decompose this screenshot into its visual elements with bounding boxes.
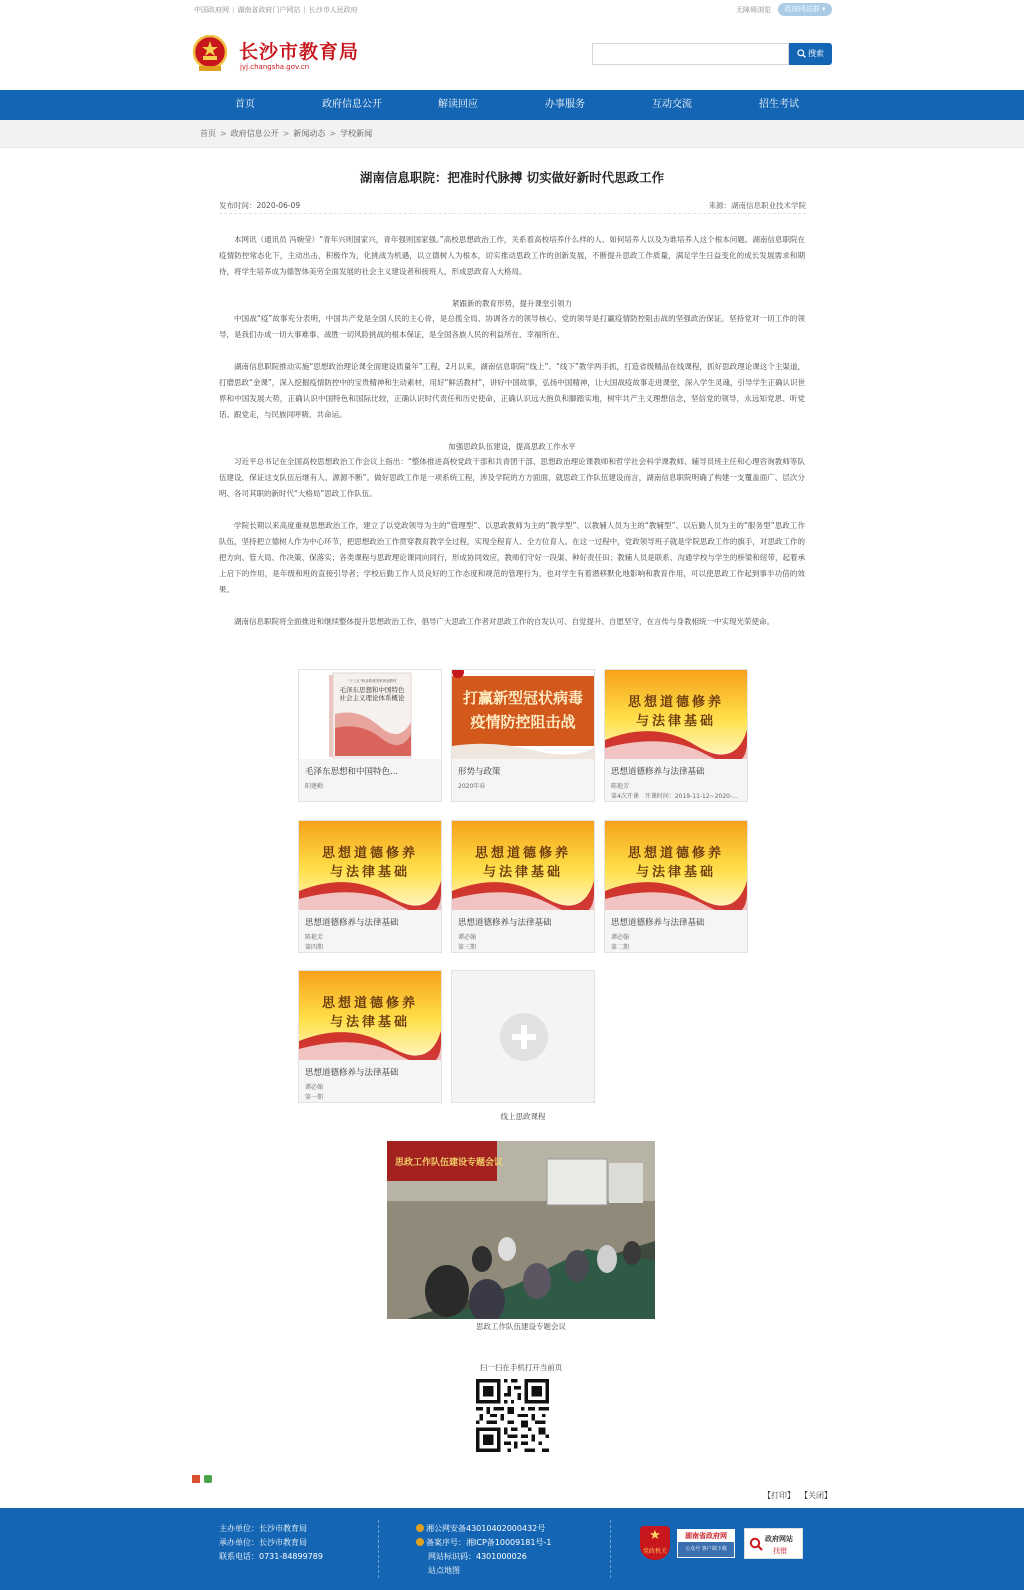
footer-info [219, 1522, 323, 1564]
course-thumbnail [605, 670, 747, 759]
police-badge-icon [416, 1524, 424, 1532]
close-link[interactable]: 【关闭】 [800, 1491, 832, 1500]
search-button[interactable] [789, 43, 832, 65]
link-changsha-gov[interactable]: 长沙市人民政府 [308, 6, 358, 14]
meeting-photo [387, 1141, 655, 1319]
share-wechat-icon[interactable] [204, 1475, 212, 1483]
footer-icp[interactable]: 备案序号：湘ICP备10009181号-1 [426, 1538, 552, 1547]
report-error-badge[interactable] [744, 1528, 803, 1559]
course-card[interactable] [604, 669, 748, 802]
course-title: 毛泽东思想和中国特色... [305, 767, 399, 777]
footer-registration [416, 1522, 551, 1578]
book-top-line: “十三五”职业教育国家规划教材 [347, 679, 397, 683]
report-error-sub: 找错 [773, 1547, 787, 1555]
crumb-home[interactable]: 首页 [200, 129, 216, 138]
cover-line-1: 思想道德修养 [627, 846, 725, 861]
course-teacher: 阳建勤 [305, 783, 324, 790]
site-domain: jyj.changsha.gov.cn [240, 63, 310, 71]
course-term: 2020年春 [458, 783, 486, 790]
qr-code-icon [476, 1379, 549, 1452]
footer-site-id: 网站标识码：4301000026 [428, 1552, 527, 1561]
course-teacher: 谭必翰 [458, 934, 477, 941]
photo-banner-text: 思政工作队伍建设专题会议 [395, 1158, 504, 1168]
party-gov-badge[interactable]: ★ 党政机关 [640, 1526, 670, 1560]
course-title: 思想道德修养与法律基础 [611, 767, 705, 777]
cover-line-2: 与法律基础 [635, 865, 717, 880]
article-title: 湖南信息职院：把准时代脉搏 切实做好新时代思政工作 [359, 170, 665, 185]
banner-line-2: 疫情防控阻击战 [470, 713, 576, 731]
banner-line-1: 打赢新型冠状病毒 [462, 689, 584, 707]
cover-line-1: 思想道德修养 [321, 996, 419, 1011]
share-weibo-icon[interactable] [192, 1475, 200, 1483]
search-input[interactable] [592, 43, 789, 65]
accessibility-link[interactable]: 无障碍浏览 [736, 6, 771, 14]
course-thumbnail [452, 670, 594, 759]
add-course-card[interactable] [451, 970, 595, 1103]
national-emblem-icon [192, 35, 228, 73]
course-title: 思想道德修养与法律基础 [458, 918, 552, 928]
course-teacher: 陈艳芳 [305, 934, 324, 941]
publish-date: 发布时间：2020-06-09 [219, 201, 301, 210]
site-name[interactable]: 长沙市教育局 [239, 41, 360, 63]
nav-interpretation[interactable]: 解读回应 [438, 99, 478, 110]
course-card[interactable] [451, 820, 595, 953]
hunan-gov-badge-label: 湖南省政府网 [678, 1530, 734, 1542]
paragraph-4: 习近平总书记在全国高校思想政治工作会议上指出：“整体推进高校党政干部和共青团干部、思想政治理论课教师和哲学社会科学课教师、辅导员班主任和心理咨询教师等队伍建设，保证这支队伍后继有人、源源不断”。做好思政工作是一项系统工程，涉及学院的方方面面，就思政工作队伍建设而言，湖南信息职院明确了构建一支覆盖面广、层次分明、各司其职的新时代“大格局”思政工作队伍。 [219, 457, 805, 498]
cover-line-1: 思想道德修养 [321, 846, 419, 861]
course-session: 第二期 [611, 944, 630, 951]
print-link[interactable]: 【打印】 [763, 1491, 795, 1500]
footer-police-record[interactable]: 湘公网安备43010402000432号 [426, 1524, 546, 1533]
course-thumbnail [452, 821, 594, 910]
top-strip [0, 0, 1024, 20]
course-title: 思想道德修养与法律基础 [305, 918, 399, 928]
hunan-gov-badge-sub: 公众号 客户端下载 [685, 1546, 727, 1552]
photo-caption: 思政工作队伍建设专题会议 [476, 1322, 566, 1331]
party-gov-badge-label: 党政机关 [642, 1548, 667, 1555]
top-links: 中国政府网 | 湖南省政府门户网站 | 长沙市人民政府 [194, 6, 358, 14]
paragraph-intro: 本网讯（通讯员 冯婉莹）“青年兴则国家兴，青年强则国家强。”高校思想政治工作，关系着高校培养什么样的人、如何培养人以及为谁培养人这个根本问题。湖南信息职院在疫情防控常态化下，主动出击，积极作为，化挑战为机遇，以立德树人为根本，切实推动思政工作的创新发展，不断提升思政工作质量，满足学生日益变化的成长发展需求和期待，将学生培养成为德智体美劳全面发展的社会主义建设者和接班人，形成思政育人大格局。 [219, 235, 805, 276]
site-footer [0, 1508, 1024, 1590]
link-hunan-gov[interactable]: 湖南省政府门户网站 [237, 6, 301, 14]
crumb-news[interactable]: 新闻动态 [293, 129, 326, 138]
course-session: 第四期 [305, 944, 324, 951]
main-nav [0, 90, 1024, 120]
book-title-text: 毛泽东思想和中国特色社会主义理论体系概论 [339, 686, 405, 702]
search-icon [797, 49, 806, 58]
link-china-gov[interactable]: 中国政府网 [194, 6, 229, 14]
course-title: 思想道德修养与法律基础 [305, 1068, 399, 1078]
footer-sitemap[interactable]: 站点地图 [428, 1566, 460, 1575]
course-card[interactable] [298, 970, 442, 1103]
course-card[interactable] [298, 820, 442, 953]
article-source: 来源：湖南信息职业技术学院 [708, 201, 806, 210]
report-error-label: 政府网站 [765, 1535, 793, 1543]
cover-line-2: 与法律基础 [329, 1015, 411, 1030]
nav-admissions[interactable]: 招生考试 [759, 99, 799, 110]
cover-line-2: 与法律基础 [329, 865, 411, 880]
course-card[interactable] [298, 669, 442, 802]
crumb-gov-info[interactable]: 政府信息公开 [230, 129, 279, 138]
course-card[interactable] [451, 669, 595, 802]
hunan-gov-badge[interactable] [677, 1529, 735, 1558]
footer-divider [610, 1520, 611, 1578]
course-session: 第三期 [458, 944, 477, 951]
paragraph-5: 学院长期以来高度重视思想政治工作，建立了以党政领导为主的“管理型”、以思政教师为主的“教学型”、以教辅人员为主的“教辅型”、以后勤人员为主的“服务型”思政工作队伍，坚持把立德树人作为中心环节，把思想政治工作贯穿教育教学全过程，实现全程育人、全方位育人。在这一过程中，党政领导班子就是学院思政工作的旗手，对思政工作的把方向、管大局、作决策、保落实；各类课程与思政理论课同向同行，形成协同效应，教师们守好一段渠、种好责任田；教辅人员是联系、沟通学校与学生的桥梁和纽带，起着承上启下的作用，是年级和班的直接引导者；学校后勤工作人员良好的工作态度和规范的管理行为，也对学生有着潜移默化地影响和教育作用，可以使思政工作起到事半功倍的效果。 [219, 521, 805, 594]
nav-home[interactable]: 首页 [235, 99, 255, 110]
breadcrumb: 首页 > 政府信息公开 > 新闻动态 > 学校新闻 [0, 120, 1024, 148]
course-teacher: 谭必翰 [305, 1084, 324, 1091]
footer-organizer: 承办单位：长沙市教育局 [219, 1538, 307, 1547]
cover-line-1: 思想道德修养 [627, 695, 725, 710]
section-heading-2: 加强思政队伍建设，提高思政工作水平 [448, 442, 576, 451]
search-button-label: 搜索 [808, 49, 824, 58]
qr-label: 扫一扫在手机打开当前页 [479, 1363, 563, 1372]
course-session: 第一期 [305, 1094, 324, 1101]
plus-icon [499, 1012, 549, 1062]
course-title: 形势与政策 [458, 767, 501, 777]
cover-line-2: 与法律基础 [482, 865, 564, 880]
cover-line-2: 与法律基础 [635, 714, 717, 729]
course-title: 思想道德修养与法律基础 [611, 918, 705, 928]
nav-interaction[interactable]: 互动交流 [652, 99, 692, 110]
meta-divider [219, 213, 806, 214]
nav-gov-info[interactable]: 政府信息公开 [322, 99, 382, 110]
police-badge-icon [416, 1538, 424, 1546]
magnifier-icon [749, 1537, 763, 1551]
paragraph-3: 湖南信息职院推动实施“思想政治理论课全面建设质量年”工程，2月以来，湖南信息职院“线上”、“线下”教学两手抓，打造省级精品在线课程，抓好思政理论课这个主渠道，打磨思政“金课”，深入挖掘疫情防控中的宝贵精神和生动素材，用好“鲜活教材”，讲好中国故事，弘扬中国精神，让大国战疫故事走进课堂，深入学生灵魂，引导学生正确认识世界和中国发展大势，正确认识中国特色和国际比较，正确认识时代责任和历史使命，正确认识远大抱负和脚踏实地，树牢共产主义理想信念，坚信党的领导，永远知党恩、听党话、跟党走，与民族同呼吸、共命运。 [219, 362, 805, 419]
gov-site-group-button[interactable]: 政府网站群 ▾ [778, 3, 832, 16]
course-card[interactable] [604, 820, 748, 953]
footer-host: 主办单位：长沙市教育局 [219, 1524, 307, 1533]
course-thumbnail [299, 670, 441, 759]
paragraph-2: 中国战“疫”故事充分表明，中国共产党是全国人民的主心骨，是总揽全局、协调各方的领导核心，党的领导是打赢疫情防控阻击战的坚强政治保证。坚持党对一切工作的领导，是我们办成一切大事难事、战胜一切风险挑战的根本保证，是全国各族人民的利益所在、幸福所在。 [219, 314, 805, 339]
course-thumbnail [299, 821, 441, 910]
course-session: 第4次开课 开课时间：2019-11-12~2020-... [611, 793, 738, 800]
course-thumbnail [605, 821, 747, 910]
footer-divider [378, 1520, 379, 1578]
cover-line-1: 思想道德修养 [474, 846, 572, 861]
course-thumbnail [299, 971, 441, 1060]
course-teacher: 谭必翰 [611, 934, 630, 941]
nav-services[interactable]: 办事服务 [545, 99, 585, 110]
footer-phone: 联系电话：0731-84899789 [219, 1552, 323, 1561]
crumb-school-news[interactable]: 学校新闻 [340, 129, 373, 138]
section-heading-1: 紧跟新的教育形势，提升课堂引领力 [452, 299, 572, 308]
online-course-label: 线上思政课程 [500, 1112, 546, 1121]
site-header [0, 20, 1024, 90]
paragraph-6: 湖南信息职院将全面推进和继续整体提升思想政治工作，倡导广大思政工作者对思政工作的自发认可、自觉提升、自愿坚守，在言传与身教相统一中实现光荣使命。 [234, 617, 774, 626]
course-teacher: 陈艳芳 [611, 783, 630, 790]
